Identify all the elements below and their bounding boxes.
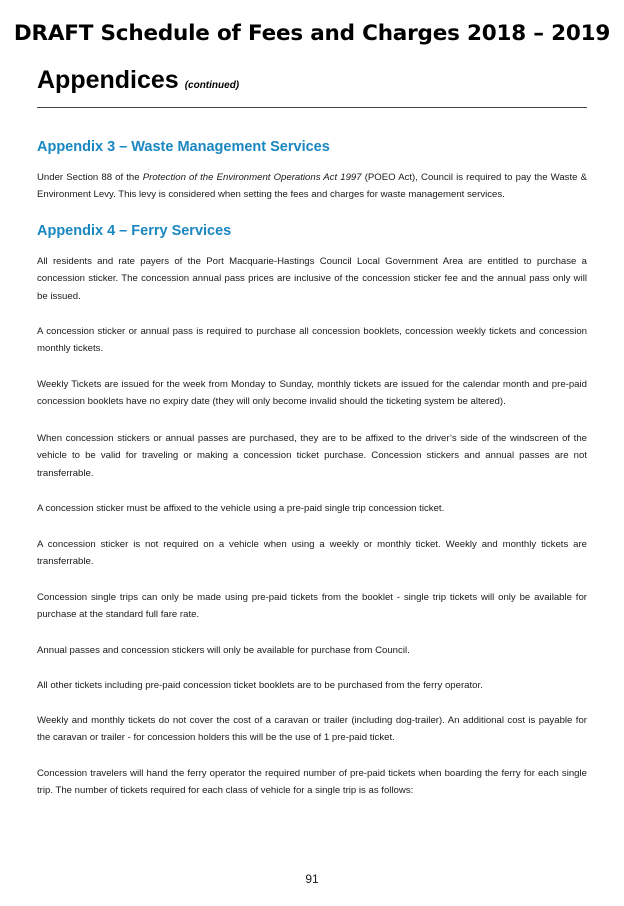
ferry-paragraph-10: Weekly and monthly tickets do not cover the cost of a caravan or trailer (including dog-trailer). An additional cost is payable for the caravan or trailer - for concession holders this will be the use of 1 pre-paid ticket.: [37, 715, 587, 744]
ferry-paragraph-11: Concession travelers will hand the ferry operator the required number of pre-paid tickets when boarding the ferry for each single trip. The number of tickets required for each class of vehicle for a single trip is as follows:: [37, 768, 587, 797]
appendix-4-heading: Appendix 4 – Ferry Services: [37, 223, 232, 239]
ferry-paragraph-5: A concession sticker must be affixed to the vehicle using a pre-paid single trip concession ticket.: [37, 503, 445, 514]
page-number: 91: [305, 872, 319, 886]
ferry-paragraph-7: Concession single trips can only be made using pre-paid tickets from the booklet - single trip tickets will only be available for purchase at the standard full fare rate.: [37, 592, 587, 621]
ferry-paragraph-6: A concession sticker is not required on a vehicle when using a weekly or monthly ticket. Weekly and monthly tickets are transferrable.: [37, 539, 587, 568]
appendix-3-text-post: (POEO Act), Council is required to pay the Waste & Environment Levy. This levy is considered when setting the fees and charges for waste management services.: [37, 172, 587, 201]
ferry-paragraph-3: Weekly Tickets are issued for the week from Monday to Sunday, monthly tickets are issued for the calendar month and pre-paid concession booklets have no expiry date (they will only become invalid should the ticketing system be altered).: [37, 379, 587, 408]
appendix-3-heading: Appendix 3 – Waste Management Services: [37, 139, 330, 155]
appendix-3-text-pre: Under Section 88 of the: [37, 172, 143, 183]
section-continued-note: (continued): [184, 80, 240, 91]
document-title: DRAFT Schedule of Fees and Charges 2018 – 2019: [13, 21, 611, 46]
section-header: [37, 66, 587, 95]
ferry-paragraph-1: All residents and rate payers of the Port Macquarie-Hastings Council Local Government Area are entitled to purchase a concession sticker. The concession annual pass prices are inclusive of the concession sticker fee and the annual pass only will be issued.: [37, 256, 587, 302]
ferry-paragraph-2: A concession sticker or annual pass is required to purchase all concession booklets, concession weekly tickets and concession monthly tickets.: [37, 326, 587, 355]
header-divider: [37, 107, 587, 108]
section-title: Appendices: [37, 66, 179, 94]
appendix-3-act-title: Protection of the Environment Operations Act 1997: [142, 172, 362, 183]
ferry-paragraph-9: All other tickets including pre-paid concession ticket booklets are to be purchased from the ferry operator.: [37, 680, 483, 691]
ferry-paragraph-4: When concession stickers or annual passes are purchased, they are to be affixed to the driver’s side of the windscreen of the vehicle to be valid for traveling or making a concession ticket purchase. Concession stickers and annual passes are not transferrable.: [37, 433, 587, 479]
appendix-3-paragraph: [37, 169, 587, 204]
ferry-paragraph-8: Annual passes and concession stickers will only be available for purchase from Council.: [37, 645, 410, 656]
